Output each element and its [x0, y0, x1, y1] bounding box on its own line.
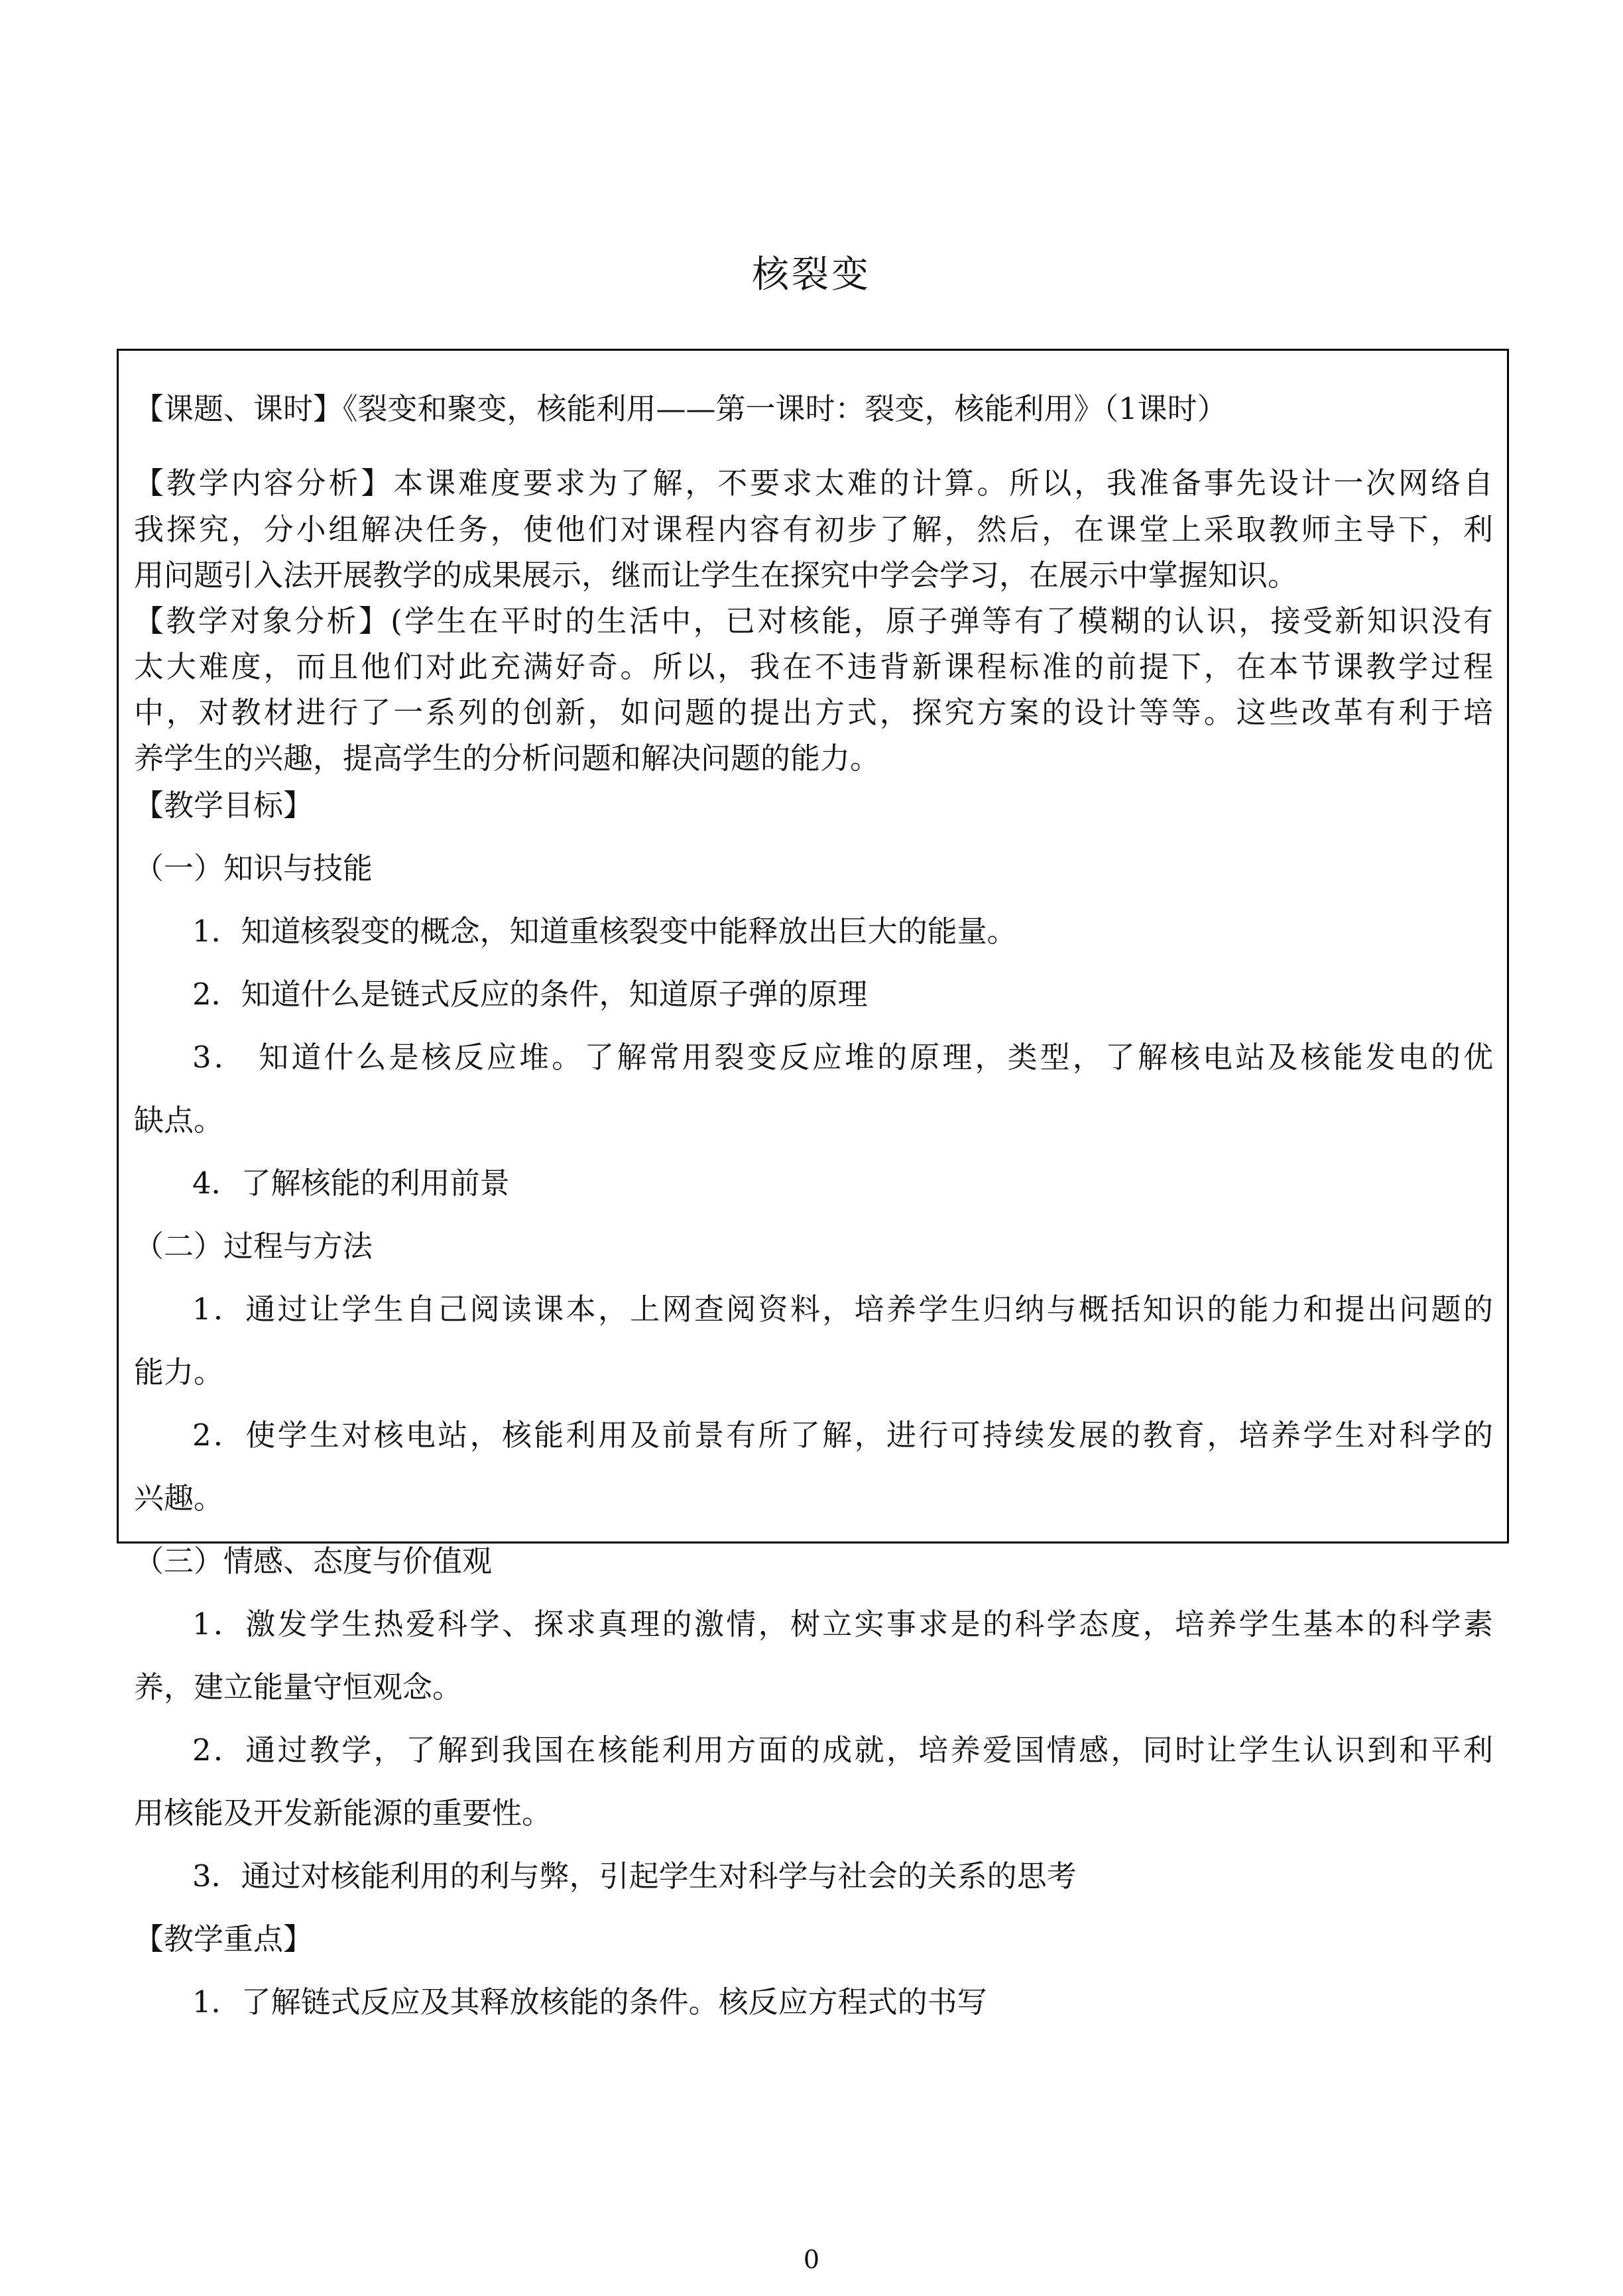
- attitude-item-3: 3．通过对核能利用的利与弊，引起学生对科学与社会的关系的思考: [192, 1858, 1077, 1894]
- audience-analysis-line-1: 【教学对象分析】(学生在平时的生活中，已对核能，原子弹等有了模糊的认识，接受新知识没有: [134, 603, 1493, 638]
- attitude-item-2-cont: 用核能及开发新能源的重要性。: [134, 1795, 552, 1831]
- knowledge-item-3-cont: 缺点。: [134, 1103, 224, 1138]
- attitude-item-1-cont: 养，建立能量守恒观念。: [134, 1669, 463, 1705]
- objectives-heading: 【教学目标】: [134, 788, 314, 823]
- page-number: 0: [803, 2245, 820, 2274]
- attitude-values-heading: （三）情感、态度与价值观: [134, 1543, 493, 1579]
- attitude-item-1: 1．激发学生热爱科学、探求真理的激情，树立实事求是的科学态度，培养学生基本的科学素: [192, 1606, 1493, 1642]
- knowledge-item-4: 4．了解核能的利用前景: [192, 1166, 510, 1201]
- knowledge-skills-heading: （一）知识与技能: [134, 851, 373, 886]
- process-item-1: 1．通过让学生自己阅读课本，上网查阅资料，培养学生归纳与概括知识的能力和提出问题的: [192, 1292, 1493, 1327]
- audience-analysis-line-4: 养学生的兴趣，提高学生的分析问题和解决问题的能力。: [134, 741, 880, 776]
- process-item-2-cont: 兴趣。: [134, 1480, 224, 1516]
- knowledge-item-2: 2．知道什么是链式反应的条件，知道原子弹的原理: [192, 977, 868, 1012]
- process-item-1-cont: 能力。: [134, 1355, 224, 1390]
- knowledge-item-3: 3． 知道什么是核反应堆。了解常用裂变反应堆的原理，类型，了解核电站及核能发电的优: [192, 1040, 1493, 1075]
- content-analysis-line-1: 【教学内容分析】本课难度要求为了解，不要求太难的计算。所以，我准备事先设计一次网络自: [134, 465, 1493, 501]
- process-method-heading: （二）过程与方法: [134, 1229, 373, 1264]
- knowledge-item-1: 1．知道核裂变的概念，知道重核裂变中能释放出巨大的能量。: [192, 914, 1017, 949]
- content-analysis-line-3: 用问题引入法开展教学的成果展示，继而让学生在探究中学会学习，在展示中掌握知识。: [134, 558, 1298, 593]
- lesson-title-line: 【课题、课时】《裂变和聚变，核能利用——第一课时：裂变，核能利用》（1课时）: [134, 391, 1227, 426]
- audience-analysis-line-2: 太大难度，而且他们对此充满好奇。所以，我在不违背新课程标准的前提下，在本节课教学过程: [134, 649, 1493, 684]
- audience-analysis-line-3: 中，对教材进行了一系列的创新，如问题的提出方式，探究方案的设计等等。这些改革有利于培: [134, 695, 1493, 730]
- process-item-2: 2．使学生对核电站，核能利用及前景有所了解，进行可持续发展的教育，培养学生对科学的: [192, 1418, 1493, 1453]
- page-title: 核裂变: [752, 253, 871, 296]
- attitude-item-2: 2．通过教学，了解到我国在核能利用方面的成就，培养爱国情感，同时让学生认识到和平利: [192, 1732, 1493, 1768]
- key-points-heading: 【教学重点】: [134, 1921, 314, 1957]
- key-point-item-1: 1．了解链式反应及其释放核能的条件。核反应方程式的书写: [192, 1984, 987, 2020]
- content-analysis-line-2: 我探究，分小组解决任务，使他们对课程内容有初步了解，然后，在课堂上采取教师主导下，利: [134, 512, 1493, 547]
